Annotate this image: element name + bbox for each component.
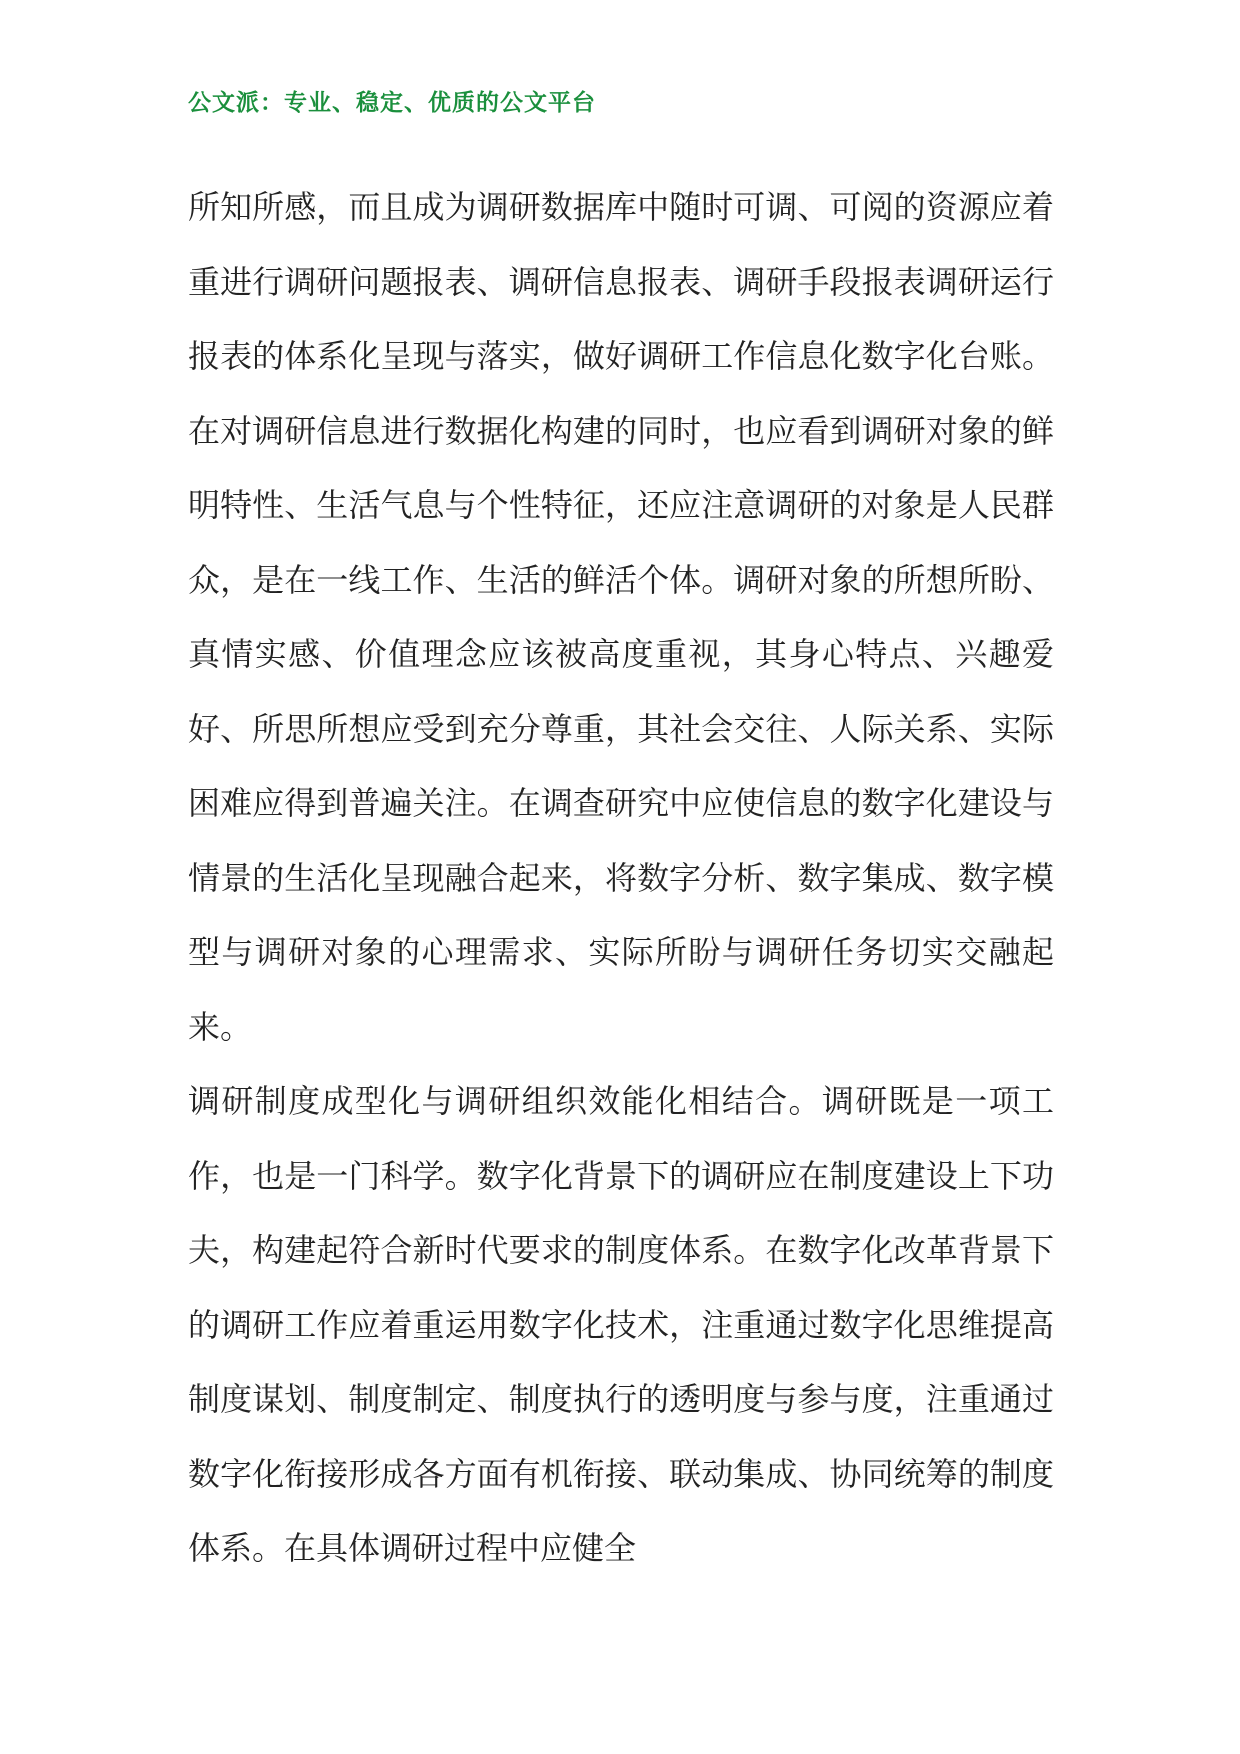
paragraph-2: 调研制度成型化与调研组织效能化相结合。调研既是一项工作，也是一门科学。数字化背景下的调研应在制度建设上下功夫，构建起符合新时代要求的制度体系。在数字化改革背景下的调研工作应着重运用数字化技术，注重通过数字化思维提高制度谋划、制度制定、制度执行的透明度与参与度，注重通过数字化衔接形成各方面有机衔接、联动集成、协同统筹的制度体系。在具体调研过程中应健全 (188, 1082, 1054, 1567)
document-body (188, 170, 1054, 1586)
page-header-title: 公文派：专业、稳定、优质的公文平台 (188, 89, 596, 116)
paragraph-1: 所知所感，而且成为调研数据库中随时可调、可阅的资源应着重进行调研问题报表、调研信息报表、调研手段报表调研运行报表的体系化呈现与落实，做好调研工作信息化数字化台账。在对调研信息进行数据化构建的同时，也应看到调研对象的鲜明特性、生活气息与个性特征，还应注意调研的对象是人民群众，是在一线工作、生活的鲜活个体。调研对象的所想所盼、真情实感、价值理念应该被高度重视，其身心特点、兴趣爱好、所思所想应受到充分尊重，其社会交往、人际关系、实际困难应得到普遍关注。在调查研究中应使信息的数字化建设与情景的生活化呈现融合起来，将数字分析、数字集成、数字模型与调研对象的心理需求、实际所盼与调研任务切实交融起来。 (188, 188, 1054, 1046)
